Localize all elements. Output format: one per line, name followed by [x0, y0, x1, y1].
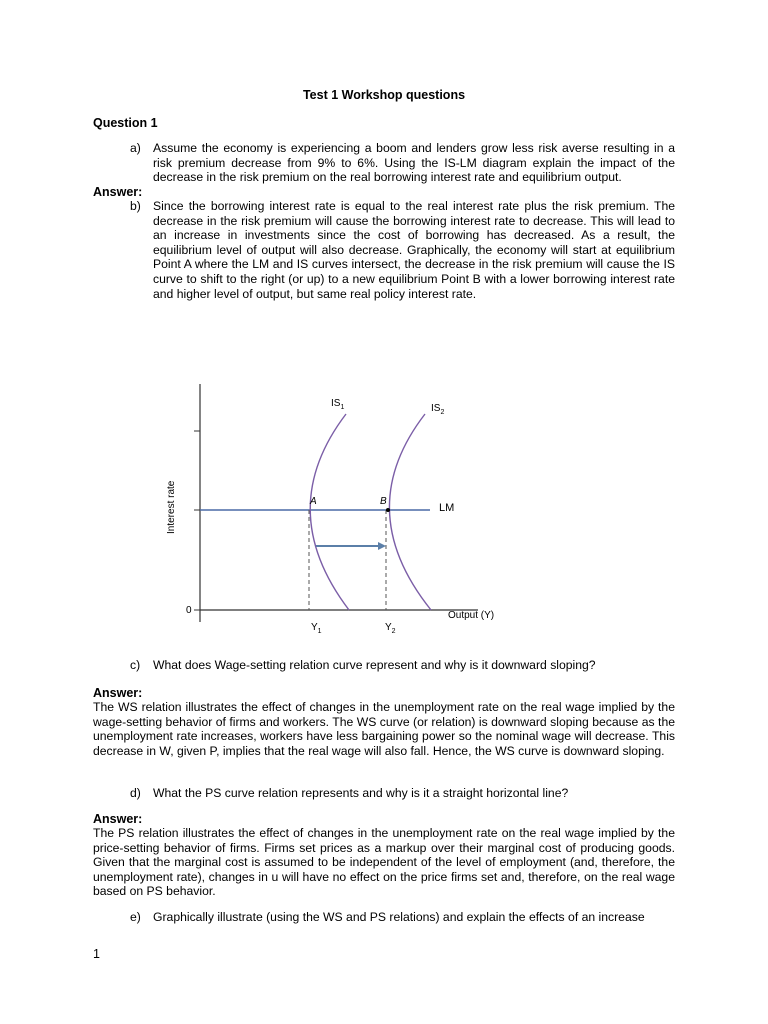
- y2-label: $Y_2$: [385, 622, 396, 635]
- y-axis-label: Interest rate: [166, 480, 177, 534]
- answer-label: Answer:: [93, 185, 143, 199]
- is2-curve: [389, 414, 431, 610]
- answer-label: Answer:: [93, 686, 143, 700]
- item-label: a): [130, 141, 141, 155]
- question-item-e: [130, 910, 675, 925]
- answer-label: Answer:: [93, 812, 143, 826]
- item-text: Since the borrowing interest rate is equal to the real interest rate plus the risk premium. The decrease in the risk premium will cause the borrowing interest rate to decrease. This will lead to an increase in investments since the cost of borrowing has decreased. As a result, the equilibrium level of output will also decrease. Graphically, the economy will start at equilibrium Point A where the LM and IS curves intersect, the decrease in the risk premium will cause the IS curve to shift to the right (or up) to a new equilibrium Point B with a lower borrowing interest rate and higher level of output, but same real policy interest rate.: [153, 199, 675, 301]
- answer-c-text: The WS relation illustrates the effect of changes in the unemployment rate on the real wage implied by the wage-setting behavior of firms and workers. The WS curve (or relation) is downward sloping because as the unemployment rate increases, workers have less bargaining power so the nominal wage will decrease. This decrease in W, given P, implies that the real wage will also fall. Hence, the WS curve is downward sloping.: [93, 700, 675, 758]
- answer-d-text: The PS relation illustrates the effect of changes in the unemployment rate on the real wage implied by the price-setting behavior of firms. Firms set prices as a markup over their marginal cost of producing goods. Given that the marginal cost is assumed to be independent of the level of employment (and, therefore, the unemployment rate), changes in u will have no effect on the price firms set and, therefore, on the real wage based on PS behavior.: [93, 826, 675, 899]
- origin-label: 0: [186, 605, 192, 616]
- item-text: What does Wage-setting relation curve represent and why is it downward sloping?: [153, 658, 596, 672]
- is1-curve: [310, 414, 349, 610]
- question-item-c: [130, 658, 675, 673]
- question-item-d: [130, 786, 675, 801]
- point-b-label: B: [380, 496, 387, 507]
- point-b-dot: [386, 508, 390, 512]
- item-text: Graphically illustrate (using the WS and PS relations) and explain the effects of an increase: [153, 910, 645, 924]
- question-item-b: [130, 199, 675, 301]
- is2-label: $IS_2$: [431, 403, 445, 416]
- page-title: Test 1 Workshop questions: [302, 88, 466, 102]
- shift-arrowhead: [378, 542, 386, 550]
- item-label: c): [130, 658, 141, 672]
- item-text: Assume the economy is experiencing a boom and lenders grow less risk averse resulting in a risk premium decrease from 9% to 6%. Using the IS-LM diagram explain the impact of the decrease in the risk premium on the real borrowing interest rate and equilibrium output.: [153, 141, 675, 185]
- item-label: d): [130, 786, 141, 800]
- page-number: 1: [93, 947, 100, 961]
- lm-label: LM: [439, 502, 455, 514]
- item-label: b): [130, 199, 141, 213]
- is-lm-diagram: [148, 322, 520, 642]
- point-a-label: A: [310, 496, 317, 507]
- x-axis-label: Output (Y): [448, 610, 495, 621]
- y1-label: $Y_1$: [311, 622, 322, 635]
- is-lm-svg: [148, 322, 520, 642]
- item-text: What the PS curve relation represents and why is it a straight horizontal line?: [153, 786, 569, 800]
- question-heading: Question 1: [93, 116, 158, 130]
- question-item-a: [130, 141, 675, 185]
- item-label: e): [130, 910, 141, 924]
- is1-label: $IS_1$: [331, 398, 345, 411]
